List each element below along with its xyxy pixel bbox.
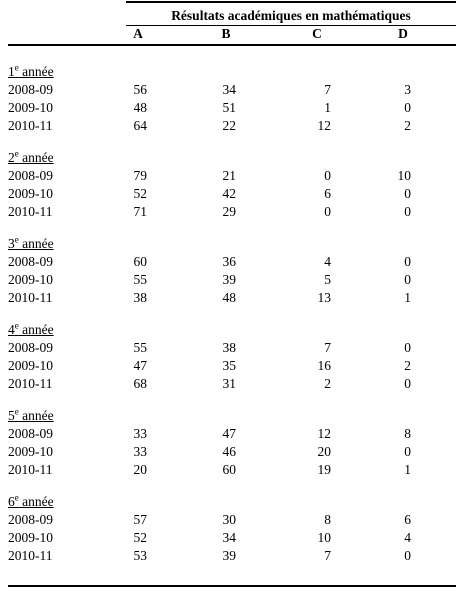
cell-a: 71 <box>133 204 147 219</box>
cell-d: 0 <box>404 272 411 287</box>
grade-number: 1 <box>8 64 15 79</box>
cell-c: 19 <box>317 462 331 477</box>
row-year: 2009-10 <box>8 358 53 373</box>
cell-d: 0 <box>404 376 411 391</box>
grade-superscript: e <box>14 62 19 73</box>
cell-a: 33 <box>133 426 147 441</box>
row-year: 2008-09 <box>8 340 53 355</box>
cell-b: 36 <box>222 254 236 269</box>
row-year: 2008-09 <box>8 512 53 527</box>
row-year: 2010-11 <box>8 462 53 477</box>
column-header-rule <box>8 44 456 46</box>
grade-label <box>8 150 54 166</box>
cell-d: 2 <box>404 358 411 373</box>
row-year: 2010-11 <box>8 548 53 563</box>
cell-a: 56 <box>133 82 147 97</box>
cell-a: 47 <box>133 358 147 373</box>
cell-c: 0 <box>324 204 331 219</box>
cell-a: 52 <box>133 186 147 201</box>
grade-label <box>8 236 54 252</box>
grade-label-text: année <box>18 494 54 509</box>
grade-label-text: année <box>18 150 54 165</box>
grade-label <box>8 494 54 510</box>
row-year: 2010-11 <box>8 290 53 305</box>
column-header-d: D <box>398 26 408 41</box>
cell-a: 79 <box>133 168 147 183</box>
bottom-table-rule <box>8 585 456 587</box>
cell-d: 1 <box>404 462 411 477</box>
cell-d: 0 <box>404 548 411 563</box>
cell-b: 35 <box>222 358 236 373</box>
grade-label-text: année <box>18 408 54 423</box>
row-year: 2008-09 <box>8 426 53 441</box>
grade-number: 4 <box>8 322 15 337</box>
cell-a: 53 <box>133 548 147 563</box>
column-header-c: C <box>312 26 322 41</box>
cell-b: 31 <box>222 376 236 391</box>
cell-d: 0 <box>404 100 411 115</box>
cell-b: 51 <box>222 100 236 115</box>
grade-superscript: e <box>14 492 19 503</box>
cell-c: 20 <box>317 444 331 459</box>
row-year: 2009-10 <box>8 530 53 545</box>
cell-a: 20 <box>133 462 147 477</box>
cell-b: 30 <box>222 512 236 527</box>
top-header-rule <box>126 1 456 3</box>
grade-number: 3 <box>8 236 15 251</box>
cell-c: 13 <box>317 290 331 305</box>
cell-d: 10 <box>397 168 411 183</box>
cell-b: 29 <box>222 204 236 219</box>
grade-label-text: année <box>18 64 54 79</box>
column-header-a: A <box>133 26 143 41</box>
row-year: 2010-11 <box>8 376 53 391</box>
cell-c: 12 <box>317 426 331 441</box>
cell-a: 33 <box>133 444 147 459</box>
cell-a: 52 <box>133 530 147 545</box>
cell-a: 48 <box>133 100 147 115</box>
grade-label-text: année <box>18 322 54 337</box>
cell-b: 38 <box>222 340 236 355</box>
cell-a: 55 <box>133 340 147 355</box>
grade-number: 6 <box>8 494 15 509</box>
cell-d: 8 <box>404 426 411 441</box>
grade-superscript: e <box>14 234 19 245</box>
cell-b: 34 <box>222 82 236 97</box>
cell-a: 57 <box>133 512 147 527</box>
row-year: 2009-10 <box>8 100 53 115</box>
grade-label-text: année <box>18 236 54 251</box>
cell-d: 1 <box>404 290 411 305</box>
cell-a: 55 <box>133 272 147 287</box>
cell-c: 4 <box>324 254 331 269</box>
row-year: 2010-11 <box>8 118 53 133</box>
cell-b: 46 <box>222 444 236 459</box>
cell-b: 39 <box>222 272 236 287</box>
cell-d: 6 <box>404 512 411 527</box>
cell-b: 34 <box>222 530 236 545</box>
row-year: 2009-10 <box>8 444 53 459</box>
cell-d: 3 <box>404 82 411 97</box>
grade-number: 2 <box>8 150 15 165</box>
grade-label <box>8 64 54 80</box>
row-year: 2008-09 <box>8 254 53 269</box>
cell-d: 2 <box>404 118 411 133</box>
cell-d: 0 <box>404 186 411 201</box>
cell-b: 42 <box>222 186 236 201</box>
grade-superscript: e <box>14 320 19 331</box>
cell-b: 48 <box>222 290 236 305</box>
cell-c: 8 <box>324 512 331 527</box>
cell-a: 68 <box>133 376 147 391</box>
cell-b: 21 <box>222 168 236 183</box>
cell-a: 64 <box>133 118 147 133</box>
grade-label <box>8 322 54 338</box>
grade-superscript: e <box>14 406 19 417</box>
cell-c: 7 <box>324 82 331 97</box>
cell-b: 39 <box>222 548 236 563</box>
cell-c: 6 <box>324 186 331 201</box>
row-year: 2008-09 <box>8 82 53 97</box>
cell-b: 47 <box>222 426 236 441</box>
cell-c: 16 <box>317 358 331 373</box>
cell-d: 0 <box>404 204 411 219</box>
cell-b: 60 <box>222 462 236 477</box>
cell-b: 22 <box>222 118 236 133</box>
row-year: 2009-10 <box>8 272 53 287</box>
column-header-b: B <box>221 26 231 41</box>
cell-d: 0 <box>404 254 411 269</box>
cell-d: 0 <box>404 340 411 355</box>
header-title: Résultats académiques en mathématiques <box>171 8 411 23</box>
cell-c: 7 <box>324 548 331 563</box>
row-year: 2010-11 <box>8 204 53 219</box>
cell-c: 0 <box>324 168 331 183</box>
row-year: 2009-10 <box>8 186 53 201</box>
cell-c: 10 <box>317 530 331 545</box>
cell-a: 60 <box>133 254 147 269</box>
grade-label <box>8 408 54 424</box>
cell-c: 7 <box>324 340 331 355</box>
grade-superscript: e <box>14 148 19 159</box>
cell-c: 5 <box>324 272 331 287</box>
cell-d: 4 <box>404 530 411 545</box>
cell-d: 0 <box>404 444 411 459</box>
row-year: 2008-09 <box>8 168 53 183</box>
cell-c: 12 <box>317 118 331 133</box>
cell-c: 1 <box>324 100 331 115</box>
cell-a: 38 <box>133 290 147 305</box>
cell-c: 2 <box>324 376 331 391</box>
grade-number: 5 <box>8 408 15 423</box>
